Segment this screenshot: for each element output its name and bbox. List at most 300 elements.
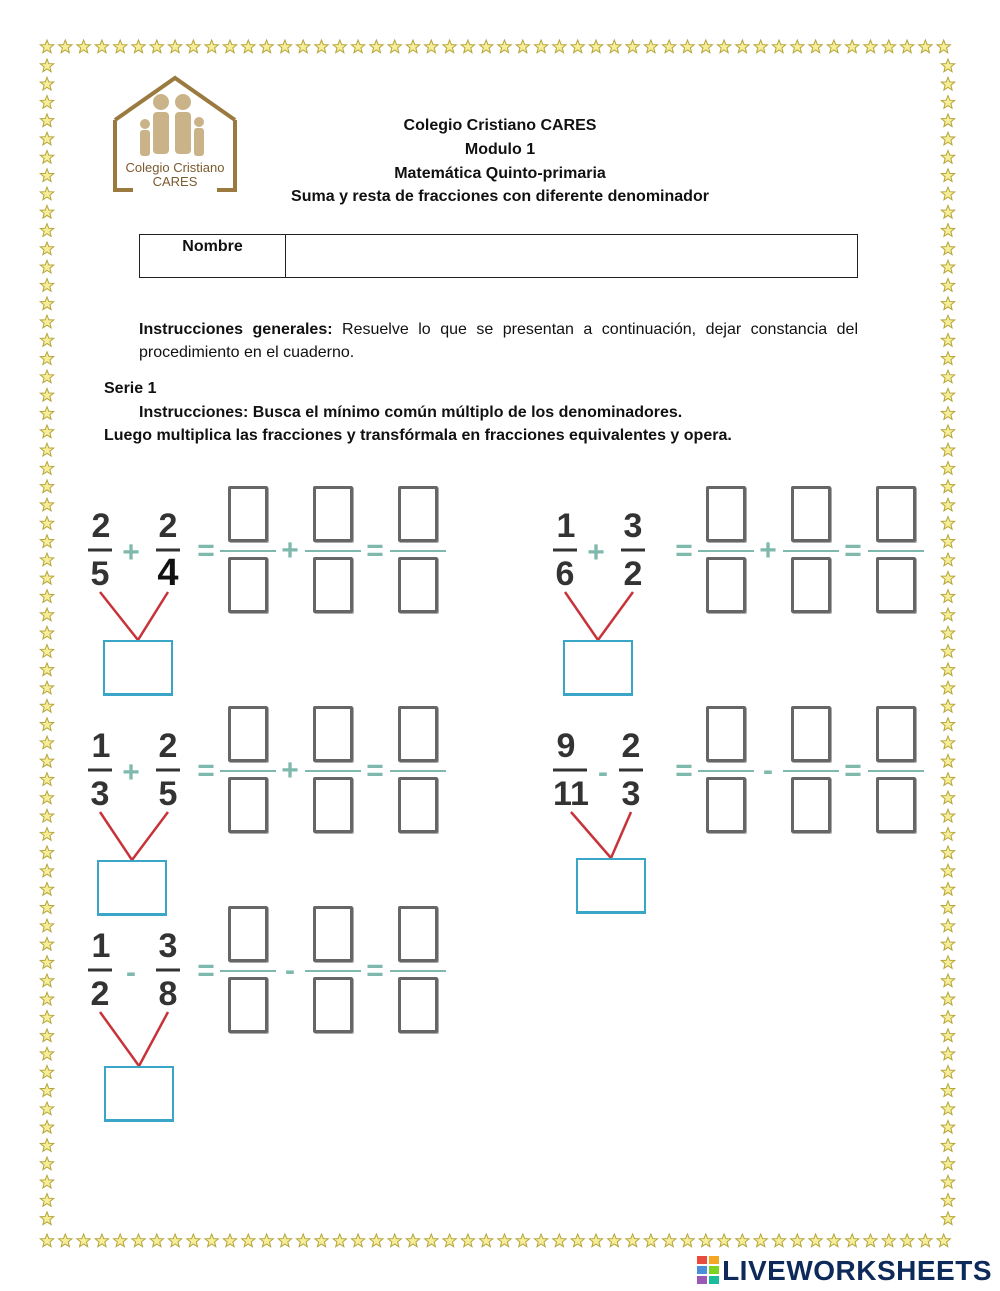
border-star-icon xyxy=(150,1234,163,1247)
border-star-icon xyxy=(626,1234,639,1247)
border-star-icon xyxy=(40,370,53,383)
border-star-icon xyxy=(754,40,767,53)
border-star-icon xyxy=(941,370,954,383)
lcm-answer-box[interactable] xyxy=(103,640,173,696)
border-star-icon xyxy=(40,279,53,292)
border-star-icon xyxy=(351,40,364,53)
operator-symbol: - xyxy=(598,756,608,789)
border-star-icon xyxy=(40,1234,53,1247)
border-star-icon xyxy=(941,1212,954,1225)
logo-text-line2: CARES xyxy=(152,174,198,189)
series-instruction-1: Instrucciones: Busca el mínimo común múltiplo de los denominadores. xyxy=(139,404,683,421)
border-star-icon xyxy=(644,40,657,53)
equals-sign: = xyxy=(197,954,215,987)
border-star-icon xyxy=(40,1084,53,1097)
border-star-icon xyxy=(40,1120,53,1133)
border-star-icon xyxy=(941,205,954,218)
border-star-icon xyxy=(681,40,694,53)
operator-symbol: + xyxy=(122,536,140,569)
border-star-icon xyxy=(516,1234,529,1247)
border-star-icon xyxy=(40,480,53,493)
border-star-icon xyxy=(40,96,53,109)
border-star-icon xyxy=(205,40,218,53)
border-star-icon xyxy=(406,40,419,53)
border-star-icon xyxy=(40,553,53,566)
border-star-icon xyxy=(40,187,53,200)
border-star-icon xyxy=(278,40,291,53)
border-star-icon xyxy=(809,1234,822,1247)
border-star-icon xyxy=(40,517,53,530)
border-star-icon xyxy=(40,590,53,603)
border-star-icon xyxy=(882,1234,895,1247)
border-star-icon xyxy=(941,151,954,164)
border-star-icon xyxy=(498,40,511,53)
border-star-icon xyxy=(187,1234,200,1247)
border-star-icon xyxy=(443,40,456,53)
border-star-icon xyxy=(941,1194,954,1207)
border-star-icon xyxy=(40,700,53,713)
border-star-icon xyxy=(846,40,859,53)
border-star-icon xyxy=(40,901,53,914)
border-star-icon xyxy=(941,260,954,273)
border-star-icon xyxy=(242,40,255,53)
border-star-icon xyxy=(791,1234,804,1247)
blank-numerator-box[interactable] xyxy=(706,706,746,762)
border-star-icon xyxy=(827,1234,840,1247)
border-star-icon xyxy=(297,1234,310,1247)
border-star-icon xyxy=(941,919,954,932)
border-star-icon xyxy=(608,40,621,53)
border-star-icon xyxy=(941,1047,954,1060)
general-instructions-label: Instrucciones generales: xyxy=(139,321,333,338)
border-star-icon xyxy=(919,40,932,53)
border-star-icon xyxy=(941,388,954,401)
lcm-answer-box[interactable] xyxy=(576,858,646,914)
blank-numerator-box[interactable] xyxy=(876,486,916,542)
border-star-icon xyxy=(571,40,584,53)
border-star-icon xyxy=(772,1234,785,1247)
blank-numerator-box[interactable] xyxy=(313,706,353,762)
border-star-icon xyxy=(40,352,53,365)
border-star-icon xyxy=(168,1234,181,1247)
border-star-icon xyxy=(425,1234,438,1247)
border-star-icon xyxy=(772,40,785,53)
border-star-icon xyxy=(132,40,145,53)
border-star-icon xyxy=(40,608,53,621)
blank-numerator-box[interactable] xyxy=(791,486,831,542)
border-star-icon xyxy=(40,1047,53,1060)
border-star-icon xyxy=(40,883,53,896)
lcm-guide-line-right xyxy=(138,592,168,640)
border-star-icon xyxy=(717,40,730,53)
border-star-icon xyxy=(59,1234,72,1247)
equals-sign: = xyxy=(366,954,384,987)
blank-numerator-box[interactable] xyxy=(228,906,268,962)
blank-denominator-box[interactable] xyxy=(791,777,831,833)
border-star-icon xyxy=(941,114,954,127)
blank-denominator-box[interactable] xyxy=(791,557,831,613)
border-star-icon xyxy=(941,700,954,713)
border-star-icon xyxy=(40,663,53,676)
fraction-a-numerator: 1 xyxy=(91,927,111,965)
border-star-icon xyxy=(40,297,53,310)
series-instruction-2: Luego multiplica las fracciones y transfórmala en fracciones equivalentes y opera. xyxy=(104,427,732,444)
blank-numerator-box[interactable] xyxy=(398,706,438,762)
border-star-icon xyxy=(40,1139,53,1152)
blank-numerator-box[interactable] xyxy=(313,906,353,962)
blank-numerator-box[interactable] xyxy=(228,706,268,762)
border-star-icon xyxy=(40,919,53,932)
border-star-icon xyxy=(736,1234,749,1247)
border-star-icon xyxy=(260,1234,273,1247)
lcm-answer-box[interactable] xyxy=(104,1066,174,1122)
general-instructions-text: Resuelve lo que se presentan a continuación, dejar constancia del procedimiento en el cuaderno. xyxy=(139,321,858,361)
border-star-icon xyxy=(40,224,53,237)
equals-sign: = xyxy=(197,754,215,787)
border-star-icon xyxy=(40,974,53,987)
border-star-icon xyxy=(941,59,954,72)
border-star-icon xyxy=(278,1234,291,1247)
border-star-icon xyxy=(941,443,954,456)
logo-text-line1: Colegio Cristiano xyxy=(125,160,225,175)
border-star-icon xyxy=(40,1066,53,1079)
name-label: Nombre xyxy=(140,235,286,277)
border-star-icon xyxy=(40,681,53,694)
border-star-icon xyxy=(77,1234,90,1247)
fraction-a-denominator: 3 xyxy=(90,775,110,813)
name-table xyxy=(139,234,858,278)
border-star-icon xyxy=(425,40,438,53)
fraction-b-numerator: 2 xyxy=(621,727,641,765)
equals-sign: = xyxy=(366,754,384,787)
border-star-icon xyxy=(40,462,53,475)
border-star-icon xyxy=(699,1234,712,1247)
border-star-icon xyxy=(406,1234,419,1247)
border-star-icon xyxy=(941,96,954,109)
border-star-icon xyxy=(626,40,639,53)
blank-denominator-box[interactable] xyxy=(706,557,746,613)
border-star-icon xyxy=(40,773,53,786)
border-star-icon xyxy=(40,864,53,877)
general-instructions xyxy=(139,318,858,364)
border-star-icon xyxy=(443,1234,456,1247)
border-star-icon xyxy=(498,1234,511,1247)
border-star-icon xyxy=(40,1175,53,1188)
border-star-icon xyxy=(40,1011,53,1024)
border-star-icon xyxy=(937,1234,950,1247)
border-star-icon xyxy=(941,1029,954,1042)
border-star-icon xyxy=(260,40,273,53)
operator-symbol: + xyxy=(122,756,140,789)
blank-numerator-box[interactable] xyxy=(228,486,268,542)
border-star-icon xyxy=(571,1234,584,1247)
border-star-icon xyxy=(827,40,840,53)
border-star-icon xyxy=(941,242,954,255)
fraction-a-denominator: 5 xyxy=(90,555,110,593)
border-star-icon xyxy=(114,40,127,53)
border-star-icon xyxy=(168,40,181,53)
border-star-icon xyxy=(699,40,712,53)
operator-symbol: - xyxy=(285,954,295,987)
border-star-icon xyxy=(333,1234,346,1247)
border-star-icon xyxy=(480,1234,493,1247)
border-star-icon xyxy=(941,1157,954,1170)
border-star-icon xyxy=(717,1234,730,1247)
lcm-guide-line-left xyxy=(571,812,611,858)
blank-denominator-box[interactable] xyxy=(398,557,438,613)
blank-denominator-box[interactable] xyxy=(228,557,268,613)
border-star-icon xyxy=(941,425,954,438)
border-star-icon xyxy=(941,1139,954,1152)
border-star-icon xyxy=(114,1234,127,1247)
border-star-icon xyxy=(941,1011,954,1024)
blank-denominator-box[interactable] xyxy=(313,557,353,613)
border-star-icon xyxy=(40,809,53,822)
blank-numerator-box[interactable] xyxy=(398,486,438,542)
name-input[interactable] xyxy=(287,236,859,278)
border-star-icon xyxy=(941,956,954,969)
border-star-icon xyxy=(941,1175,954,1188)
border-star-icon xyxy=(315,1234,328,1247)
border-star-icon xyxy=(351,1234,364,1247)
border-star-icon xyxy=(941,169,954,182)
blank-denominator-box[interactable] xyxy=(398,977,438,1033)
border-star-icon xyxy=(40,828,53,841)
border-star-icon xyxy=(40,388,53,401)
operator-symbol: + xyxy=(281,754,299,787)
border-star-icon xyxy=(864,1234,877,1247)
border-star-icon xyxy=(900,40,913,53)
fraction-a-numerator: 1 xyxy=(91,727,111,765)
border-star-icon xyxy=(40,535,53,548)
border-star-icon xyxy=(333,40,346,53)
border-star-icon xyxy=(40,718,53,731)
border-star-icon xyxy=(59,40,72,53)
border-star-icon xyxy=(941,462,954,475)
equals-sign: = xyxy=(675,534,693,567)
border-star-icon xyxy=(40,40,53,53)
border-star-icon xyxy=(242,1234,255,1247)
border-star-icon xyxy=(40,1029,53,1042)
border-star-icon xyxy=(40,1212,53,1225)
border-star-icon xyxy=(663,40,676,53)
border-star-icon xyxy=(40,791,53,804)
border-star-icon xyxy=(941,132,954,145)
equals-sign: = xyxy=(675,754,693,787)
border-star-icon xyxy=(941,1066,954,1079)
border-star-icon xyxy=(40,132,53,145)
lcm-guide-line-right xyxy=(611,812,631,858)
border-star-icon xyxy=(40,242,53,255)
topic-title: Suma y resta de fracciones con diferente denominador xyxy=(291,188,709,205)
border-star-icon xyxy=(663,1234,676,1247)
border-star-icon xyxy=(941,1102,954,1115)
border-star-icon xyxy=(315,40,328,53)
equals-sign: = xyxy=(844,754,862,787)
fraction-b-denominator: 5 xyxy=(158,775,178,813)
border-star-icon xyxy=(40,205,53,218)
border-star-icon xyxy=(941,1084,954,1097)
border-star-icon xyxy=(941,992,954,1005)
border-star-icon xyxy=(681,1234,694,1247)
border-star-icon xyxy=(40,956,53,969)
border-star-icon xyxy=(480,40,493,53)
border-star-icon xyxy=(864,40,877,53)
lcm-guide-line-right xyxy=(598,592,633,640)
border-star-icon xyxy=(40,937,53,950)
operator-symbol: - xyxy=(126,956,136,989)
border-star-icon xyxy=(900,1234,913,1247)
equals-sign: = xyxy=(844,534,862,567)
lcm-guide-line-left xyxy=(100,812,132,860)
lcm-guide-line-left xyxy=(100,592,138,640)
border-star-icon xyxy=(882,40,895,53)
lcm-guide-line-right xyxy=(139,1012,168,1066)
border-star-icon xyxy=(919,1234,932,1247)
border-star-icon xyxy=(534,40,547,53)
fraction-a-numerator: 9 xyxy=(556,727,576,765)
fraction-a-denominator: 11 xyxy=(553,775,589,813)
border-star-icon xyxy=(388,40,401,53)
blank-denominator-box[interactable] xyxy=(313,977,353,1033)
liveworksheets-watermark xyxy=(697,1255,992,1287)
border-star-icon xyxy=(937,40,950,53)
border-star-icon xyxy=(40,736,53,749)
border-star-icon xyxy=(40,334,53,347)
blank-numerator-box[interactable] xyxy=(791,706,831,762)
border-star-icon xyxy=(40,846,53,859)
blank-denominator-box[interactable] xyxy=(313,777,353,833)
blank-denominator-box[interactable] xyxy=(398,777,438,833)
border-star-icon xyxy=(461,1234,474,1247)
border-star-icon xyxy=(77,40,90,53)
border-star-icon xyxy=(297,40,310,53)
border-star-icon xyxy=(941,352,954,365)
border-star-icon xyxy=(40,315,53,328)
fraction-b-numerator: 3 xyxy=(623,507,643,545)
border-star-icon xyxy=(534,1234,547,1247)
subject-title: Matemática Quinto-primaria xyxy=(394,165,606,182)
border-star-icon xyxy=(40,443,53,456)
border-star-icon xyxy=(132,1234,145,1247)
border-star-icon xyxy=(941,334,954,347)
border-star-icon xyxy=(754,1234,767,1247)
border-star-icon xyxy=(941,315,954,328)
border-star-icon xyxy=(40,260,53,273)
border-star-icon xyxy=(553,40,566,53)
fraction-b-numerator: 2 xyxy=(158,727,178,765)
border-star-icon xyxy=(40,169,53,182)
border-star-icon xyxy=(150,40,163,53)
border-star-icon xyxy=(40,151,53,164)
fraction-b-denominator: 4 xyxy=(157,552,179,594)
blank-numerator-box[interactable] xyxy=(398,906,438,962)
border-star-icon xyxy=(553,1234,566,1247)
border-star-icon xyxy=(40,1102,53,1115)
blank-denominator-box[interactable] xyxy=(876,557,916,613)
border-star-icon xyxy=(941,407,954,420)
border-star-icon xyxy=(40,498,53,511)
blank-denominator-box[interactable] xyxy=(876,777,916,833)
fraction-b-denominator: 2 xyxy=(623,555,643,593)
border-star-icon xyxy=(941,279,954,292)
border-star-icon xyxy=(40,114,53,127)
border-star-icon xyxy=(40,626,53,639)
liveworksheets-text: LIVEWORKSHEETS xyxy=(722,1255,992,1286)
fraction-a-denominator: 6 xyxy=(555,555,575,593)
lcm-guide-line-right xyxy=(132,812,168,860)
border-star-icon xyxy=(589,40,602,53)
border-star-icon xyxy=(40,992,53,1005)
blank-numerator-box[interactable] xyxy=(706,486,746,542)
border-star-icon xyxy=(846,1234,859,1247)
operator-symbol: - xyxy=(763,754,773,787)
border-star-icon xyxy=(516,40,529,53)
border-star-icon xyxy=(187,40,200,53)
fraction-b-denominator: 8 xyxy=(158,975,178,1013)
fraction-b-numerator: 3 xyxy=(158,927,178,965)
border-star-icon xyxy=(941,297,954,310)
border-star-icon xyxy=(941,937,954,950)
border-star-icon xyxy=(461,40,474,53)
blank-denominator-box[interactable] xyxy=(706,777,746,833)
border-star-icon xyxy=(644,1234,657,1247)
fraction-b-numerator: 2 xyxy=(158,507,178,545)
equals-sign: = xyxy=(197,534,215,567)
blank-numerator-box[interactable] xyxy=(313,486,353,542)
blank-numerator-box[interactable] xyxy=(876,706,916,762)
operator-symbol: + xyxy=(759,534,777,567)
lcm-guide-line-left xyxy=(565,592,598,640)
operator-symbol: + xyxy=(281,534,299,567)
lcm-answer-box[interactable] xyxy=(97,860,167,916)
border-star-icon xyxy=(941,480,954,493)
border-star-icon xyxy=(40,407,53,420)
blank-denominator-box[interactable] xyxy=(228,777,268,833)
border-star-icon xyxy=(205,1234,218,1247)
border-star-icon xyxy=(95,1234,108,1247)
border-star-icon xyxy=(40,59,53,72)
border-star-icon xyxy=(608,1234,621,1247)
border-star-icon xyxy=(40,425,53,438)
border-star-icon xyxy=(40,571,53,584)
border-star-icon xyxy=(941,974,954,987)
lcm-answer-box[interactable] xyxy=(563,640,633,696)
border-star-icon xyxy=(589,1234,602,1247)
border-star-icon xyxy=(941,187,954,200)
border-star-icon xyxy=(736,40,749,53)
border-star-icon xyxy=(40,645,53,658)
fraction-a-denominator: 2 xyxy=(90,975,110,1013)
module-title: Modulo 1 xyxy=(464,141,536,158)
blank-denominator-box[interactable] xyxy=(228,977,268,1033)
border-star-icon xyxy=(40,754,53,767)
border-star-icon xyxy=(809,40,822,53)
liveworksheets-logo-icon xyxy=(697,1256,719,1284)
border-star-icon xyxy=(40,1194,53,1207)
border-star-icon xyxy=(223,40,236,53)
operator-symbol: + xyxy=(587,536,605,569)
border-star-icon xyxy=(223,1234,236,1247)
school-name: Colegio Cristiano CARES xyxy=(403,117,597,134)
fraction-b-denominator: 3 xyxy=(621,775,641,813)
border-star-icon xyxy=(370,40,383,53)
border-star-icon xyxy=(941,1120,954,1133)
series-title: Serie 1 xyxy=(104,380,157,397)
border-star-icon xyxy=(40,1157,53,1170)
border-star-icon xyxy=(791,40,804,53)
fraction-a-numerator: 1 xyxy=(556,507,576,545)
